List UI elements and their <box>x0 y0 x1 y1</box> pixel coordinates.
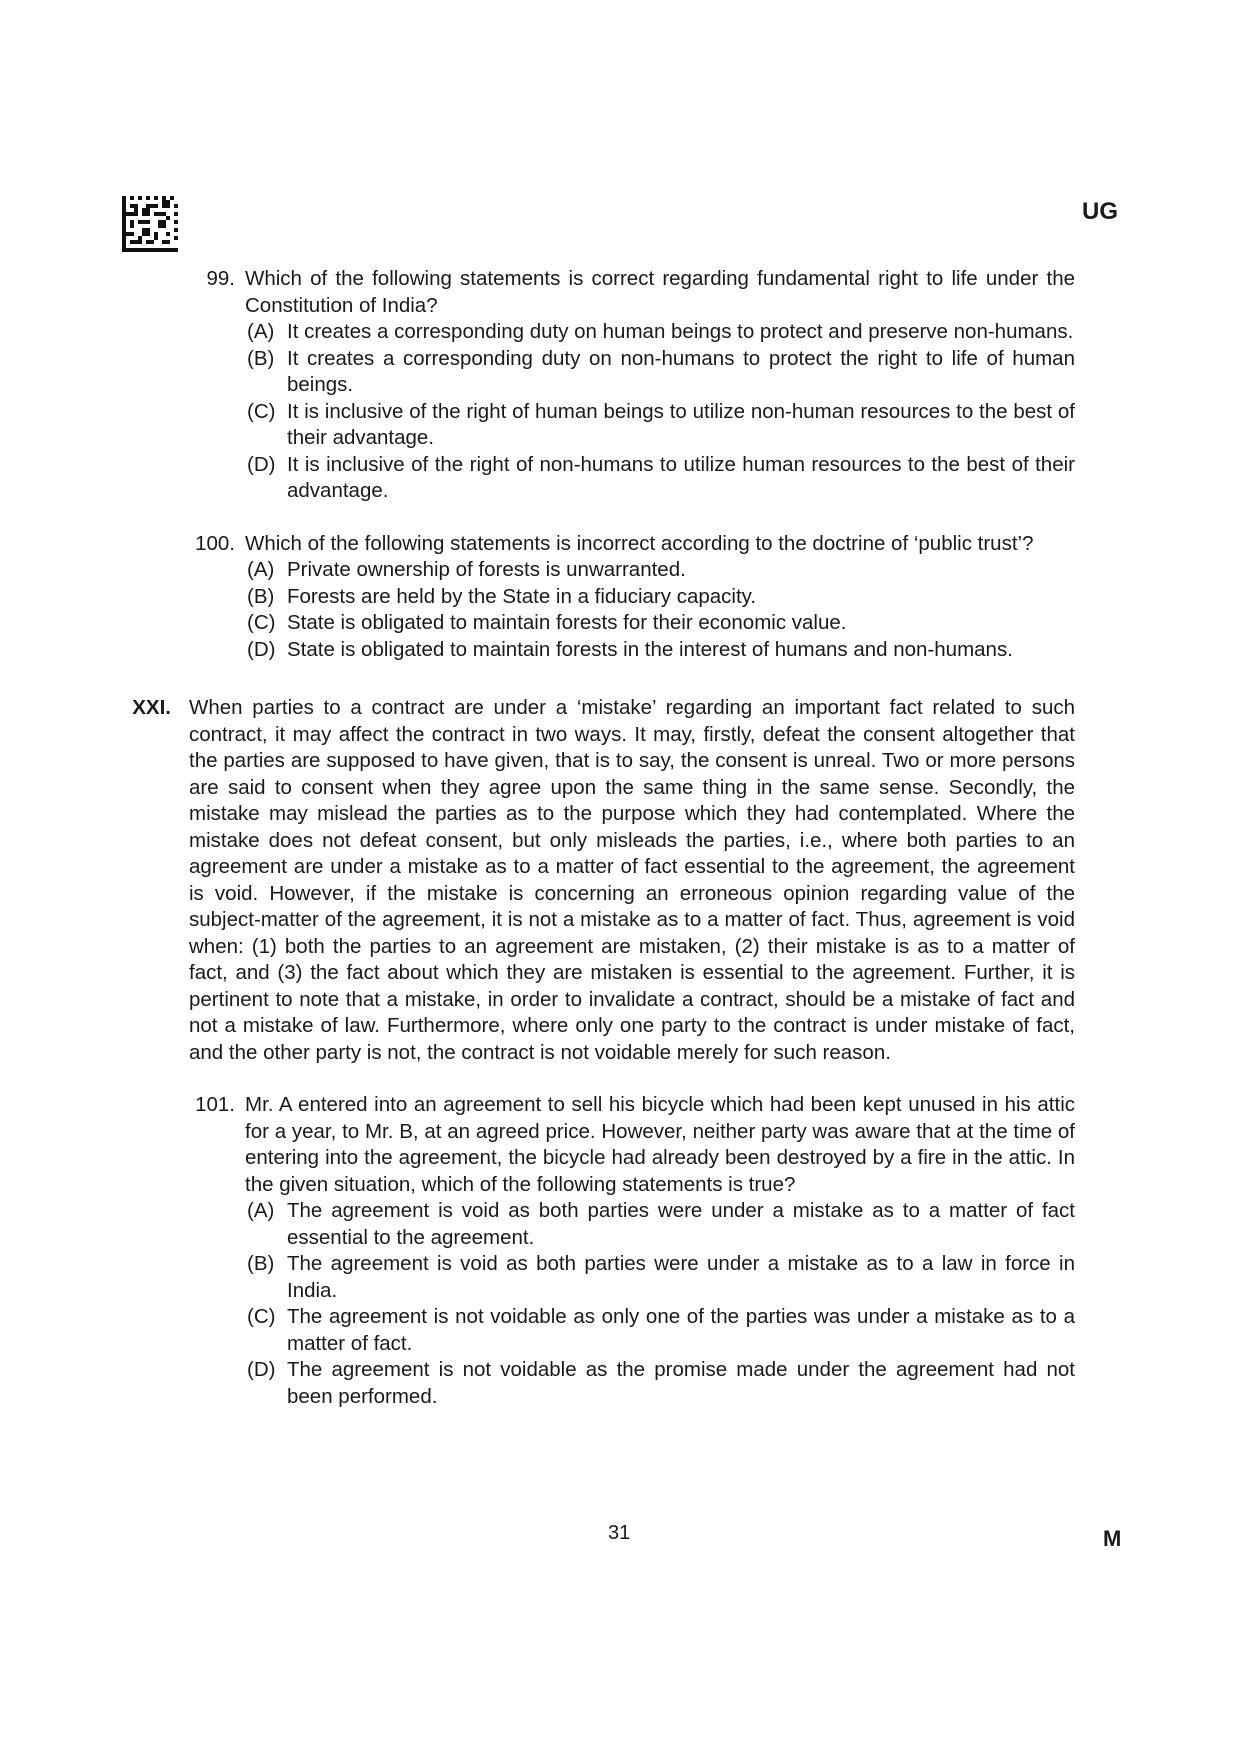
option-label: (B) <box>247 584 275 608</box>
option-text: State is obligated to maintain forests for their economic value. <box>287 611 847 634</box>
option-text: The agreement is void as both parties were under a mistake as to a law in force in India. <box>287 1252 1075 1302</box>
option-label: (D) <box>247 1358 276 1381</box>
option-label: (C) <box>247 399 276 423</box>
question-text: Which of the following statements is correct regarding fundamental right to life under the Constitution of India? <box>245 267 1075 317</box>
option-label: (A) <box>247 558 275 581</box>
question-99 <box>206 266 1075 505</box>
option-c <box>245 399 1075 452</box>
question-text: Which of the following statements is incorrect according to the doctrine of ‘public trust’? <box>245 531 1034 555</box>
option-a <box>245 1198 1075 1251</box>
option-text: It creates a corresponding duty on non-humans to protect the right to life of human beings. <box>287 346 1075 396</box>
option-a <box>245 319 1075 346</box>
option-label: (B) <box>247 346 275 370</box>
passage-label: XXI. <box>132 696 171 719</box>
option-label: (A) <box>247 320 275 343</box>
option-label: (D) <box>247 637 276 661</box>
option-text: Forests are held by the State in a fiduciary capacity. <box>287 584 757 608</box>
option-text: State is obligated to maintain forests in the interest of humans and non-humans. <box>287 637 1013 661</box>
header-code: UG <box>1082 198 1118 225</box>
option-label: (C) <box>247 1305 276 1328</box>
option-b <box>245 1251 1075 1304</box>
option-text: The agreement is not voidable as only one of the parties was under a mistake as to a matter of fact. <box>287 1305 1075 1355</box>
question-number: 101. <box>195 1093 235 1116</box>
passage-text: When parties to a contract are under a ‘mistake’ regarding an important fact related to such contract, it may affect the contract in two ways. It may, firstly, defeat the consent altogether that the parties are supposed to have given, that is to say, the consent is unreal. Two or more persons are said to consent when they agree upon the same thing in the same sense. Secondly, the mistake may mislead the parties as to the purpose which they had contemplated. Where the mistake does not defeat consent, but only misleads the parties, i.e., where both parties to an agreement are under a mistake as to a matter of fact essential to the agreement, the agreement is void. However, if the mistake is concerning an erroneous opinion regarding value of the subject-matter of the agreement, it is not a mistake as to a matter of fact. Thus, agreement is void when: (1) both the parties to an agreement are mistaken, (2) their mistake is as to a matter of fact, and (3) the fact about which they are mistaken is essential to the agreement. Further, it is pertinent to note that a mistake, in order to invalidate a contract, should be a mistake of fact and not a mistake of law. Furthermore, where only one party to the contract is under mistake of fact, and the other party is not, the contract is not voidable merely for such reason. <box>189 696 1075 1064</box>
option-c <box>245 610 1075 637</box>
option-label: (C) <box>247 611 276 634</box>
footer-code: M <box>1103 1526 1122 1551</box>
option-d <box>245 452 1075 505</box>
option-text: Private ownership of forests is unwarranted. <box>287 558 686 581</box>
option-label: (D) <box>247 452 276 476</box>
question-101 <box>195 1092 1075 1410</box>
option-text: It is inclusive of the right of human beings to utilize non-human resources to the best of their advantage. <box>287 399 1075 449</box>
option-a <box>245 557 1075 584</box>
option-label: (B) <box>247 1252 275 1275</box>
qr-code-icon <box>122 196 178 252</box>
page-number: 31 <box>608 1522 631 1544</box>
question-100 <box>195 531 1075 664</box>
question-number: 99. <box>206 267 235 290</box>
option-d <box>245 637 1075 664</box>
option-label: (A) <box>247 1199 275 1222</box>
option-text: The agreement is not voidable as the promise made under the agreement had not been performed. <box>287 1358 1075 1408</box>
question-text: Mr. A entered into an agreement to sell his bicycle which had been kept unused in his attic for a year, to Mr. B, at an agreed price. However, neither party was aware that at the time of entering into the agreement, the bicycle had already been destroyed by a fire in the attic. In the given situation, which of the following statements is true? <box>245 1093 1075 1196</box>
option-text: It is inclusive of the right of non-humans to utilize human resources to the best of their advantage. <box>287 452 1075 502</box>
option-text: It creates a corresponding duty on human beings to protect and preserve non-humans. <box>287 320 1074 343</box>
option-b <box>245 584 1075 611</box>
passage-xxi <box>132 695 1075 1066</box>
question-number: 100. <box>195 531 235 555</box>
option-c <box>245 1304 1075 1357</box>
option-text: The agreement is void as both parties were under a mistake as to a matter of fact essential to the agreement. <box>287 1199 1075 1249</box>
page-content <box>0 266 1241 1410</box>
option-b <box>245 346 1075 399</box>
option-d <box>245 1357 1075 1410</box>
